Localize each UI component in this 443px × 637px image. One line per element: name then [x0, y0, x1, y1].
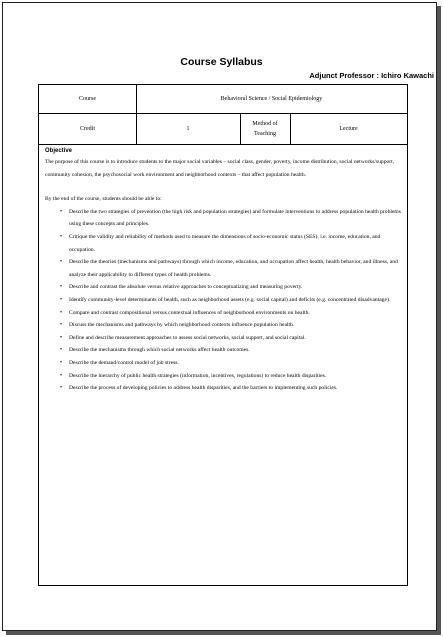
method-label-line-2: Teaching [254, 130, 276, 137]
page-shadow-bottom [6, 631, 441, 635]
list-item: • Describe the theories (mechanisms and pathways) through which income, education, and occupation affect health, health behavior, and illness, and analyze their applicability to different types of health problems. [69, 256, 403, 281]
list-item: • Describe and contrast the absolute versus relative approaches to conceptualizing and measuring poverty. [69, 281, 403, 294]
syllabus-frame [38, 84, 408, 586]
list-item: • Identify community-level determinants of health, such as neighborhood assets (e.g. social capital) and deficits (e.g. concentrated disadvantage). [69, 294, 403, 307]
spacer [45, 181, 403, 193]
list-item: • Define and describe measurement approaches to assess social networks, social support, and social capital. [69, 332, 403, 345]
credit-row [39, 113, 407, 145]
objective-intro: By the end of the course, students should be able to: [45, 196, 162, 203]
credit-label: Credit [80, 125, 95, 132]
list-item: • Describe the hierarchy of public health strategies (information, incentives, regulations) to reduce health disparities. [69, 370, 403, 383]
list-item: • Compare and contrast compositional versus contextual influences of neighborhood environments on health. [69, 307, 403, 320]
objective-paragraph: The purpose of this course is to introduce students to the major social variables – social class, gender, poverty, income distribution, social networks/support, community cohesion, the psychosocial work environment and neighborhood contexts – that affect population health. [45, 159, 395, 178]
method-label [240, 113, 290, 144]
objective-section [45, 147, 403, 395]
course-label: Course [79, 96, 96, 102]
method-value: Lecture [339, 125, 358, 132]
list-item: • Discuss the mechanisms and pathways by which neighborhood contexts influence population health. [69, 319, 403, 332]
list-item: • Critique the validity and reliability of methods used to measure the dimensions of socio-economic status (SES), i.e. income, education, and occupation. [69, 231, 403, 256]
objective-list [45, 206, 403, 395]
course-row [39, 85, 407, 114]
page-title: Course Syllabus [180, 56, 263, 68]
list-item: • Describe the process of developing policies to address health disparities, and the barriers to implementing such policies. [69, 382, 403, 395]
method-label-line-1: Method of [252, 120, 278, 127]
list-item: • Describe the two strategies of prevention (the high risk and population strategies) and formulate interventions to address population health problems using these concepts and principles. [69, 206, 403, 231]
credit-value: 1 [186, 125, 190, 132]
list-item: • Describe the demand/control model of job stress. [69, 357, 403, 370]
list-item: • Describe the mechanisms through which social networks affect health outcomes. [69, 344, 403, 357]
page-shadow-right [437, 6, 441, 635]
professor-line: Adjunct Professor : Ichiro Kawachi [309, 71, 434, 80]
course-value: Behavioral Science / Social Epidemiology [220, 96, 323, 102]
objective-heading: Objective [45, 148, 73, 154]
